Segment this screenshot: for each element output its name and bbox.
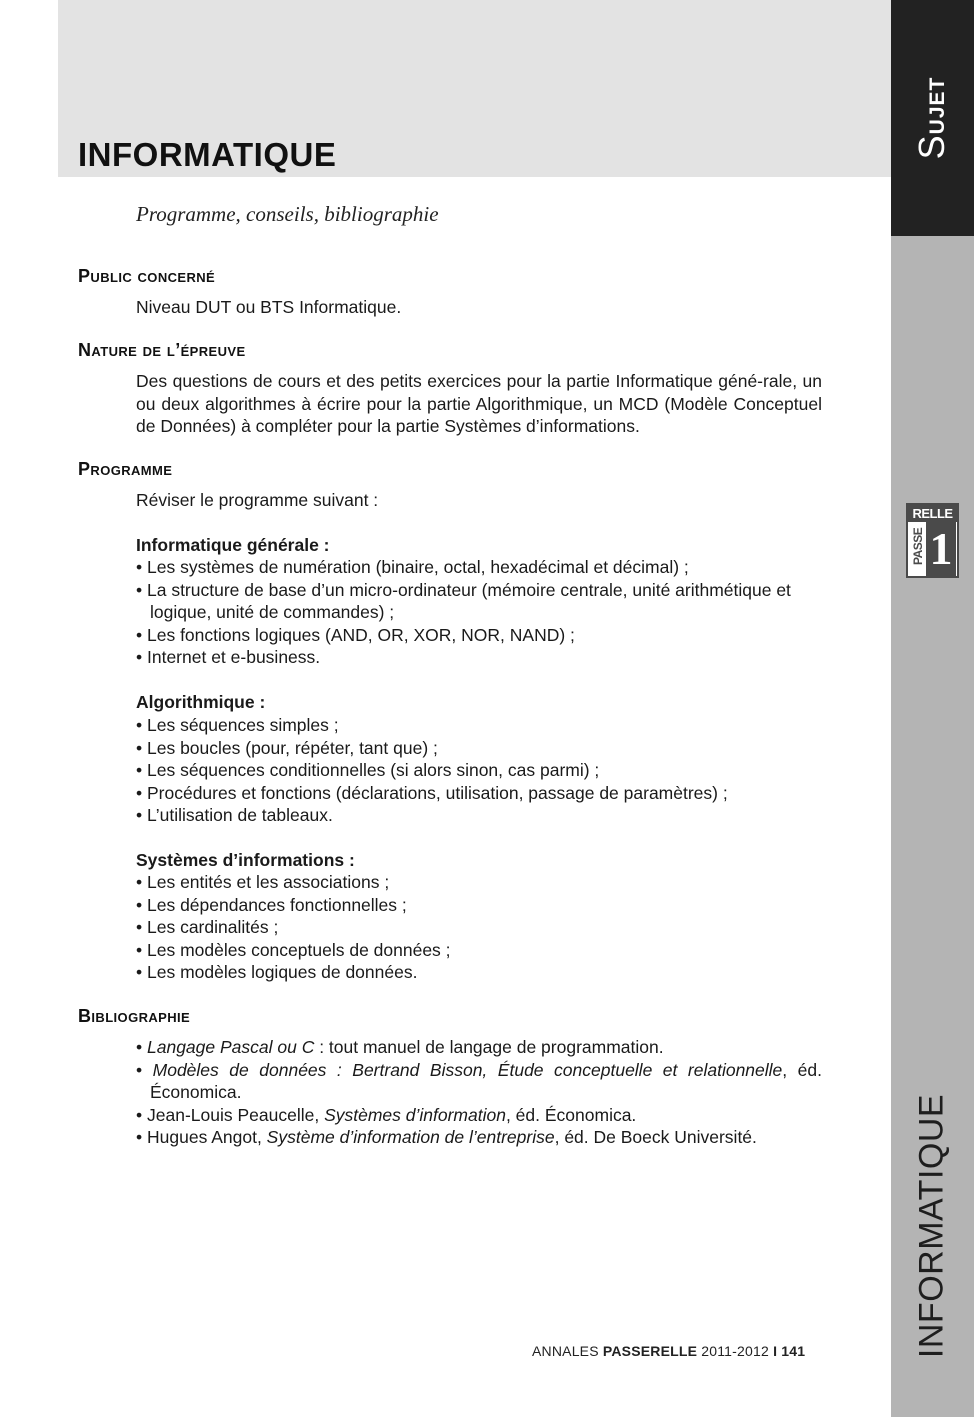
passerelle-logo [906, 503, 959, 578]
public-text: Niveau DUT ou BTS Informatique. [136, 297, 402, 317]
nature-text: Des questions de cours et des petits exercices pour la partie Informatique géné-rale, un ou deux algorithmes à écrire pour la partie Algorithmique, un MCD (Modèle Conceptuel de Données) à compléter pour la partie Systèmes d’informations. [136, 371, 822, 436]
list-item: • Les dépendances fonctionnelles ; [136, 894, 407, 915]
list-item: • Les modèles conceptuels de données ; [136, 939, 451, 960]
biblio-title: Modèles de données : Bertrand Bisson, Étude conceptuelle et relationnelle [152, 1059, 783, 1080]
biblio-item [136, 1059, 822, 1104]
list-item: • Procédures et fonctions (déclarations, utilisation, passage de paramètres) ; [136, 782, 728, 803]
biblio-item [136, 1104, 822, 1127]
bullet: • [136, 1059, 153, 1080]
biblio-title: Système d’information de l’entreprise [266, 1127, 555, 1147]
list-item: • Les séquences simples ; [136, 715, 339, 735]
biblio-author: Hugues Angot, [147, 1127, 267, 1147]
footer-passerelle: PASSERELLE [602, 1343, 698, 1359]
footer-annales: ANNALES [532, 1343, 603, 1359]
list-item: • Les fonctions logiques (AND, OR, XOR, NOR, NAND) ; [136, 624, 575, 645]
list-item: • La structure de base d’un micro-ordinateur (mémoire centrale, unité arithmétique et logique, unité de commandes) ; [136, 579, 791, 622]
list-item: • Les cardinalités ; [136, 917, 279, 937]
list-info-gen [136, 556, 822, 669]
logo-relle: RELLE [908, 505, 957, 522]
logo-number: 1 [926, 522, 956, 576]
page-subtitle: Programme, conseils, bibliographie [136, 202, 439, 226]
list-item: • Les modèles logiques de données. [136, 962, 418, 982]
heading-public: Public concerné [78, 266, 216, 286]
subheading-si: Systèmes d’informations : [136, 850, 355, 870]
list-biblio [136, 1036, 822, 1149]
sidebar-sujet-label [911, 77, 953, 160]
list-item: • L’utilisation de tableaux. [136, 805, 333, 825]
page-number: 141 [777, 1343, 806, 1359]
list-item: • Les systèmes de numération (binaire, octal, hexadécimal et décimal) ; [136, 557, 689, 577]
bullet: • [136, 1037, 147, 1057]
heading-biblio: Bibliographie [78, 1006, 191, 1026]
list-item: • Internet et e-business. [136, 647, 321, 667]
footer-years: 2011-2012 [697, 1343, 774, 1359]
biblio-item [136, 1126, 822, 1149]
biblio-title: Systèmes d’information [324, 1104, 506, 1125]
page-title: INFORMATIQUE [78, 136, 337, 173]
list-item: • Les boucles (pour, répéter, tant que) ; [136, 737, 438, 758]
biblio-rest: : tout manuel de langage de programmation. [314, 1037, 664, 1057]
biblio-rest: , éd. Économica. [505, 1104, 637, 1125]
list-si [136, 871, 822, 984]
programme-intro: Réviser le programme suivant : [136, 490, 379, 510]
biblio-author: Jean-Louis Peaucelle, [147, 1104, 325, 1125]
biblio-rest: , éd. De Boeck Université. [554, 1127, 757, 1147]
sujet-cap: S [911, 134, 952, 160]
biblio-rest: , éd. Économica. [150, 1059, 822, 1102]
subheading-info-gen: Informatique générale : [136, 535, 330, 555]
subheading-algo: Algorithmique : [136, 692, 266, 712]
sujet-rest: ujet [918, 76, 951, 135]
sidebar-subject-label: INFORMATIQUE [912, 1093, 951, 1359]
bullet: • [136, 1104, 147, 1125]
heading-programme: Programme [78, 459, 173, 479]
biblio-item [136, 1036, 822, 1059]
biblio-title: Langage Pascal ou C [147, 1037, 315, 1057]
list-item: • Les séquences conditionnelles (si alors sinon, cas parmi) ; [136, 760, 600, 780]
footer-separator: I [773, 1343, 778, 1359]
bullet: • [136, 1127, 147, 1147]
heading-nature: Nature de l’épreuve [78, 340, 246, 360]
page-footer [532, 1343, 805, 1359]
list-algo [136, 714, 822, 827]
list-item: • Les entités et les associations ; [136, 872, 390, 892]
logo-passe: PASSE [911, 527, 925, 565]
